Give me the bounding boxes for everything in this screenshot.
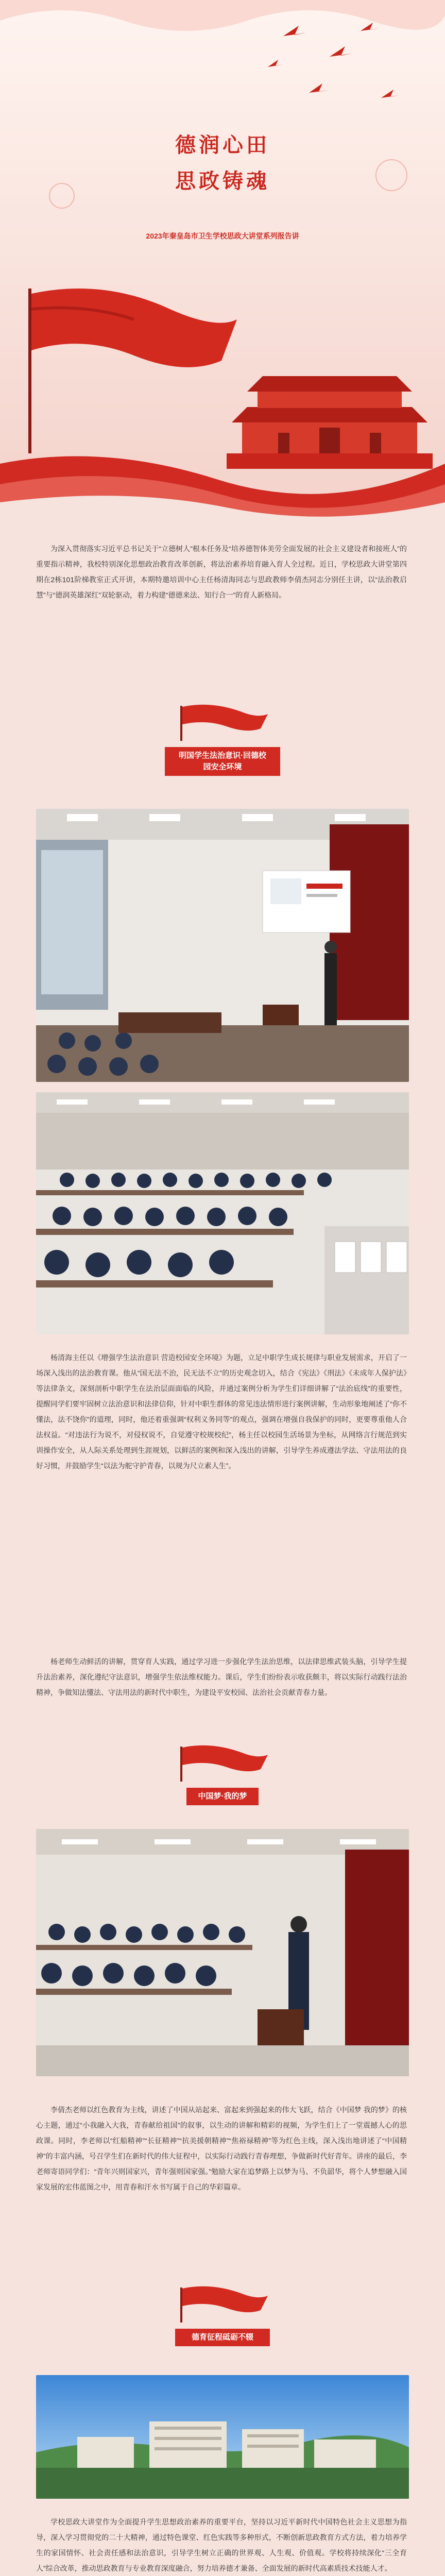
section2-label: 中国梦·我的梦 bbox=[186, 1788, 259, 1805]
section3-paragraph: 学校思政大讲堂作为全面提升学生思想政治素养的重要平台，坚持以习近平新时代中国特色社会主义思想为指导，深入学习贯彻党的二十大精神，通过特色课堂、红色实践等多种形式，不断创新思政教育方式方法，着力培养学生的家国情怀、社会责任感和法治意识，引导学生树立正确的世界观、人生观、价值观。学校将持续深化“三全育人”综合改革，推动思政教育与专业教育深度融合，努力培养德才兼备、全面发展的新时代高素质技术技能人才。 bbox=[36, 2518, 407, 2572]
section2-flag-icon bbox=[170, 1741, 273, 1783]
hero-title-line2: 思政铸魂 bbox=[175, 169, 270, 193]
section1-label-line2: 园安全环境 bbox=[203, 762, 242, 771]
hero-background bbox=[0, 0, 445, 520]
section1-label-line1: 明国学生法治意识·回德校 bbox=[179, 751, 266, 760]
hero-title-line1: 德润心田 bbox=[175, 133, 270, 157]
section3-flag-icon bbox=[170, 2282, 273, 2324]
lecture-photo-2 bbox=[36, 1092, 409, 1334]
section1-paragraph: 杨清海主任以《增强学生法治意识 营造校园安全环境》为题，立足中职学生成长规律与职业发展需求，开启了一场深入浅出的法治教育课。他从“国无法不治，民无法不立”的历史观念切入，结合《宪法》《刑法》《未成年人保护法》等法律条文，深刻剖析中职学生在法治层面面临的风险，并通过案例分析为学生们详细讲解了“法治底线”的重要性，提醒同学们要牢固树立法治意识和法律信仰，针对中职生群体的常见违法情形进行案例讲解，生动形象地阐述了“你不懂法，法不饶你”的道理，同时，他还着重强调“权利义务同等”的观点，强调在增强自我保护的同时，更要尊重他人合法权益。“对违法行为说不，对侵权说不，自觉遵守校规校纪”，杨主任以校园生活场景为坐标，从网络言行规范到实训操作安全，从人际关系处理到生涯规划，以鲜活的案例和深入浅出的讲解，引导学生养成遵法学法、守法用法的良好习惯，并鼓励学生“以法为舵守护青春，以规为尺立素人生”。 bbox=[36, 1353, 407, 1470]
intro-paragraph: 为深入贯彻落实习近平总书记关于“立德树人”根本任务及“培养德智体美劳全面发展的社会主义建设者和接班人”的重要指示精神，我校特别深化思想政治教育改革创新，将法治素养培育融入育人全过程。近日，学校思政大讲堂第四期在2栋101阶梯教室正式开讲，本期特邀培训中心主任杨清海同志与思政教师李倩杰同志分别任主讲，以“法治教启慧”与“德润英雄深红”双轮驱动，着力构建“德德来法、知行合一”的育人新格局。 bbox=[36, 545, 407, 599]
lecture-photo-1 bbox=[36, 809, 409, 1082]
hero-subtitle: 2023年秦皇岛市卫生学校思政大讲堂系列报告讲 bbox=[146, 232, 299, 240]
section1-flag-icon bbox=[170, 701, 273, 742]
section2-paragraph: 李倩杰老师以红色教育为主线，讲述了中国从站起来、富起来到强起来的伟大飞跃，结合《中国梦 我的梦》的核心主题，通过“小我融入大我，青春献给祖国”的叙事，以生动的讲解和精彩的视频，为学生们上了一堂震撼人心的思政课。同时，李老师以“红船精神”“长征精神”“抗美援朝精神”“焦裕禄精神”等为红色主线，深入浅出地讲述了“中国精神”的丰富内涵，号召学生们在新时代的伟大征程中，以实际行动践行青春理想，争做新时代好青年。讲座的最后，李老师寄语同学们：“青年兴则国家兴，青年强则国家强。”勉励大家在追梦路上以梦为马、不负韶华，将个人梦想融入国家发展的宏伟蓝图之中，用青春和汗水书写属于自己的华彩篇章。 bbox=[36, 2106, 407, 2191]
lecture-photo-3 bbox=[36, 1829, 409, 2076]
tiananmen-illustration bbox=[227, 376, 433, 469]
section1-label bbox=[165, 747, 280, 776]
campus-photo bbox=[36, 2375, 409, 2499]
section3-label: 德育征程砥砺不辍 bbox=[175, 2329, 270, 2346]
section1-paragraph-2: 杨老师生动鲜活的讲解，贯穿育人实践，通过学习进一步强化学生法治思维，以法律思维武装头脑，引导学生提升法治素养，深化遵纪守法意识，增强学生依法维权能力。课后，学生们纷纷表示收获颇丰，将以实际行动践行法治精神，争做知法懂法、守法用法的新时代中职生，为建设平安校园、法治社会贡献青春力量。 bbox=[36, 1657, 407, 1697]
hero-banner bbox=[0, 0, 445, 520]
